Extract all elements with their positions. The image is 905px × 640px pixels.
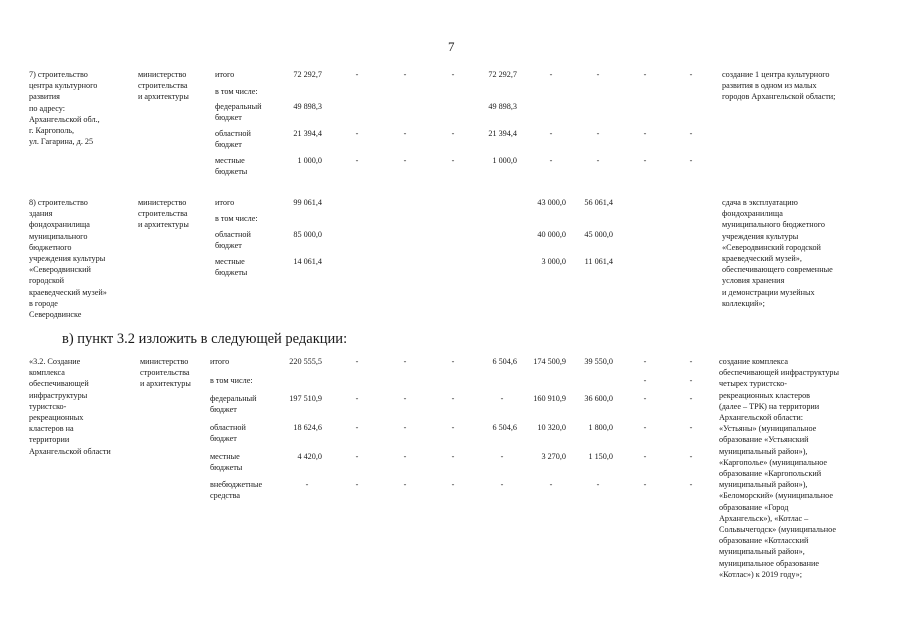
line-label: внебюджетные средства (210, 480, 263, 501)
amount-cell: 1 000,0 (297, 156, 322, 165)
amount-cell: - (596, 129, 600, 138)
amount-cell: - (355, 70, 359, 79)
page-number: 7 (448, 39, 455, 54)
amount-cell: - (596, 156, 600, 165)
amount-cell: - (689, 129, 693, 138)
amount-cell: - (403, 357, 407, 366)
amount-cell: 220 555,5 (289, 357, 322, 366)
amount-cell: - (643, 423, 647, 432)
amount-cell: 197 510,9 (289, 394, 322, 403)
amount-cell: - (689, 357, 693, 366)
amount-cell: - (643, 376, 647, 385)
amount-cell: - (549, 70, 553, 79)
row-3-2-title: «3.2. Создание комплекса обеспечивающей инфраструктуры туристско- рекреационных кластеров на территории Архангельской области (29, 357, 111, 456)
row-8-title: 8) строительство здания фондохранилища муниципального бюджетного учреждения культуры «Северодвинский городской краеведческий музей» в городе Северодвинске (29, 198, 107, 320)
amount-cell: - (355, 357, 359, 366)
amount-cell: - (689, 452, 693, 461)
amount-cell: 6 504,6 (492, 423, 517, 432)
amount-cell: - (355, 129, 359, 138)
amount-cell: - (451, 480, 455, 489)
amount-cell: - (596, 70, 600, 79)
line-label: в том числе: (210, 376, 253, 385)
line-label: итого (210, 357, 230, 366)
amount-cell: - (355, 423, 359, 432)
section-heading: в) пункт 3.2 изложить в следующей редакции: (62, 331, 348, 347)
amount-cell: 18 624,6 (293, 423, 322, 432)
amount-cell: - (643, 480, 647, 489)
line-label: областной бюджет (215, 129, 251, 150)
line-label: областной бюджет (210, 423, 246, 444)
amount-cell: - (643, 357, 647, 366)
line-label: федеральный бюджет (210, 394, 257, 415)
amount-cell: - (689, 423, 693, 432)
amount-cell: 11 061,4 (584, 257, 613, 266)
line-label: в том числе: (215, 214, 258, 223)
amount-cell: 49 898,3 (293, 102, 322, 111)
amount-cell: 72 292,7 (488, 70, 517, 79)
amount-cell: 3 270,0 (541, 452, 566, 461)
amount-cell: 21 394,4 (488, 129, 517, 138)
line-label: местные бюджеты (215, 257, 248, 278)
amount-cell: - (451, 129, 455, 138)
amount-cell: - (355, 156, 359, 165)
amount-cell: - (403, 480, 407, 489)
row-8-executor: министерство строительства и архитектуры (138, 198, 189, 230)
amount-cell: - (643, 129, 647, 138)
amount-cell: 99 061,4 (293, 198, 322, 207)
amount-cell: 21 394,4 (293, 129, 322, 138)
amount-cell: 40 000,0 (537, 230, 566, 239)
amount-cell: - (500, 452, 504, 461)
amount-cell: 36 600,0 (584, 394, 613, 403)
row-3-2-result: создание комплекса обеспечивающей инфраструктуры четырех туристско- рекреационных кластеров (далее – ТРК) на территории Архангельской области: «Устьяны» (муниципальное образование «Устьянский муниципальный район»), «Каргополье» (муниципальное образование «Каргопольский муниципальный район»), «Беломорский» (муниципальное образование «Город Архангельск»), «Котлас – Сольвычегодск» (муниципальное образование «Котласский муниципальный район», муниципальное образование «Котлас») к 2019 году»; (719, 357, 840, 579)
amount-cell: - (451, 423, 455, 432)
amount-cell: 174 500,9 (533, 357, 566, 366)
amount-cell: - (451, 452, 455, 461)
amount-cell: 10 320,0 (537, 423, 566, 432)
amount-cell: - (643, 452, 647, 461)
line-label: в том числе: (215, 87, 258, 96)
amount-cell: - (689, 376, 693, 385)
amount-cell: - (451, 394, 455, 403)
amount-cell: 4 420,0 (297, 452, 322, 461)
amount-cell: 1 000,0 (492, 156, 517, 165)
line-label: местные бюджеты (215, 156, 248, 177)
amount-cell: 43 000,0 (537, 198, 566, 207)
amount-cell: 14 061,4 (293, 257, 322, 266)
amount-cell: 1 800,0 (588, 423, 613, 432)
amount-cell: - (689, 394, 693, 403)
amount-cell: - (549, 156, 553, 165)
amount-cell: - (305, 480, 309, 489)
amount-cell: 1 150,0 (588, 452, 613, 461)
row-7-title: 7) строительство центра культурного развития по адресу: Архангельской обл., г. Каргополь, ул. Гагарина, д. 25 (29, 70, 100, 147)
row-7-result: создание 1 центра культурного развития в одном из малых городов Архангельской области; (722, 70, 836, 102)
amount-cell: - (549, 129, 553, 138)
amount-cell: - (596, 480, 600, 489)
amount-cell: - (643, 394, 647, 403)
amount-cell: - (403, 452, 407, 461)
amount-cell: - (549, 480, 553, 489)
amount-cell: 56 061,4 (584, 198, 613, 207)
amount-cell: - (403, 394, 407, 403)
line-label: областной бюджет (215, 230, 251, 251)
amount-cell: 3 000,0 (541, 257, 566, 266)
amount-cell: - (451, 357, 455, 366)
amount-cell: 39 550,0 (584, 357, 613, 366)
amount-cell: 45 000,0 (584, 230, 613, 239)
line-label: местные бюджеты (210, 452, 243, 473)
row-8-result: сдача в эксплуатацию фондохранилища муниципального бюджетного учреждения культуры «Северодвинский городской краеведческий музей», обеспечивающего современные условия хранения и демонстрации музейных коллекций»; (722, 198, 833, 308)
amount-cell: - (451, 156, 455, 165)
line-label: итого (215, 198, 235, 207)
line-label: итого (215, 70, 235, 79)
amount-cell: 49 898,3 (488, 102, 517, 111)
amount-cell: - (451, 70, 455, 79)
amount-cell: - (643, 70, 647, 79)
amount-cell: 85 000,0 (293, 230, 322, 239)
amount-cell: - (689, 156, 693, 165)
row-3-2-executor: министерство строительства и архитектуры (140, 357, 191, 389)
amount-cell: - (403, 70, 407, 79)
amount-cell: - (355, 452, 359, 461)
line-label: федеральный бюджет (215, 102, 262, 123)
amount-cell: - (403, 129, 407, 138)
amount-cell: 160 910,9 (533, 394, 566, 403)
amount-cell: - (643, 156, 647, 165)
row-7-executor: министерство строительства и архитектуры (138, 70, 189, 102)
amount-cell: - (500, 394, 504, 403)
amount-cell: - (355, 394, 359, 403)
amount-cell: 6 504,6 (492, 357, 517, 366)
amount-cell: - (403, 156, 407, 165)
amount-cell: 72 292,7 (293, 70, 322, 79)
amount-cell: - (403, 423, 407, 432)
amount-cell: - (500, 480, 504, 489)
amount-cell: - (689, 70, 693, 79)
amount-cell: - (355, 480, 359, 489)
amount-cell: - (689, 480, 693, 489)
